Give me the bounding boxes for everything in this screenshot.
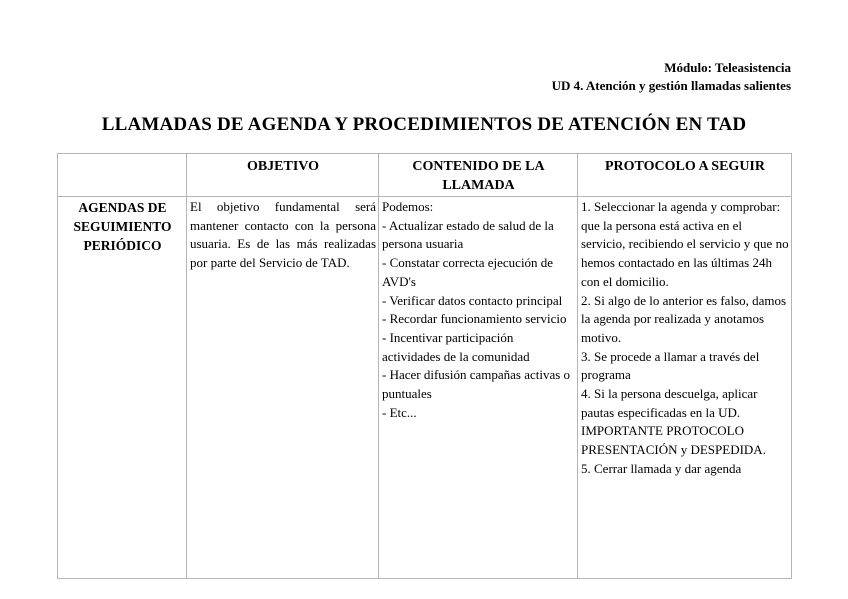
content-cell bbox=[379, 197, 578, 579]
content-list bbox=[382, 198, 575, 422]
objective-cell bbox=[187, 197, 379, 579]
column-header-protocol: PROTOCOLO A SEGUIR bbox=[578, 154, 792, 197]
content-line: Podemos: bbox=[382, 199, 434, 214]
document-header bbox=[552, 59, 791, 95]
content-line: - Hacer difusión campañas activas o puntuales bbox=[382, 367, 571, 402]
page-title: LLAMADAS DE AGENDA Y PROCEDIMIENTOS DE ATENCIÓN EN TAD bbox=[101, 114, 747, 135]
protocol-step: 2. Si algo de lo anterior es falso, damos la agenda por realizada y anotamos motivo. bbox=[581, 292, 787, 345]
protocol-step: 1. Seleccionar la agenda y comprobar: que la persona está activa en el servicio, recibiendo el servicio y que no hemos contactado en las últimas 24h con el domicilio. bbox=[581, 199, 789, 289]
protocol-step: 3. Se procede a llamar a través del programa bbox=[581, 348, 760, 383]
row-name-cell bbox=[58, 197, 187, 579]
content-line: - Verificar datos contacto principal bbox=[382, 292, 563, 308]
row-name: AGENDAS DE SEGUIMIENTO PERIÓDICO bbox=[73, 200, 172, 253]
content-line: - Constatar correcta ejecución de AVD's bbox=[382, 255, 554, 289]
protocol-step: 5. Cerrar llamada y dar agenda bbox=[581, 460, 742, 476]
module-label: Módulo: Teleasistencia bbox=[664, 60, 791, 75]
content-line: - Actualizar estado de salud de la persona usuaria bbox=[382, 217, 554, 252]
table-header-row bbox=[58, 154, 792, 197]
content-line: - Etc... bbox=[382, 404, 417, 420]
table-row bbox=[58, 197, 792, 579]
unit-label: UD 4. Atención y gestión llamadas salientes bbox=[551, 78, 791, 93]
column-header-objective: OBJETIVO bbox=[187, 154, 379, 197]
column-header-empty bbox=[58, 154, 187, 197]
protocol-step: 4. Si la persona descuelga, aplicar pautas especificadas en la UD. IMPORTANTE PROTOCOLO PRESENTACIÓN y DESPEDIDA. bbox=[581, 386, 766, 458]
procedures-table bbox=[57, 153, 792, 579]
protocol-list bbox=[581, 198, 789, 479]
content-line: - Incentivar participación actividades de la comunidad bbox=[382, 329, 530, 364]
content-line: - Recordar funcionamiento servicio bbox=[382, 311, 567, 327]
objective-text: El objetivo fundamental será mantener contacto con la persona usuaria. Es de las más realizadas por parte del Servicio de TAD. bbox=[190, 199, 376, 271]
protocol-cell bbox=[578, 197, 792, 579]
column-header-content: CONTENIDO DE LA LLAMADA bbox=[379, 154, 578, 197]
